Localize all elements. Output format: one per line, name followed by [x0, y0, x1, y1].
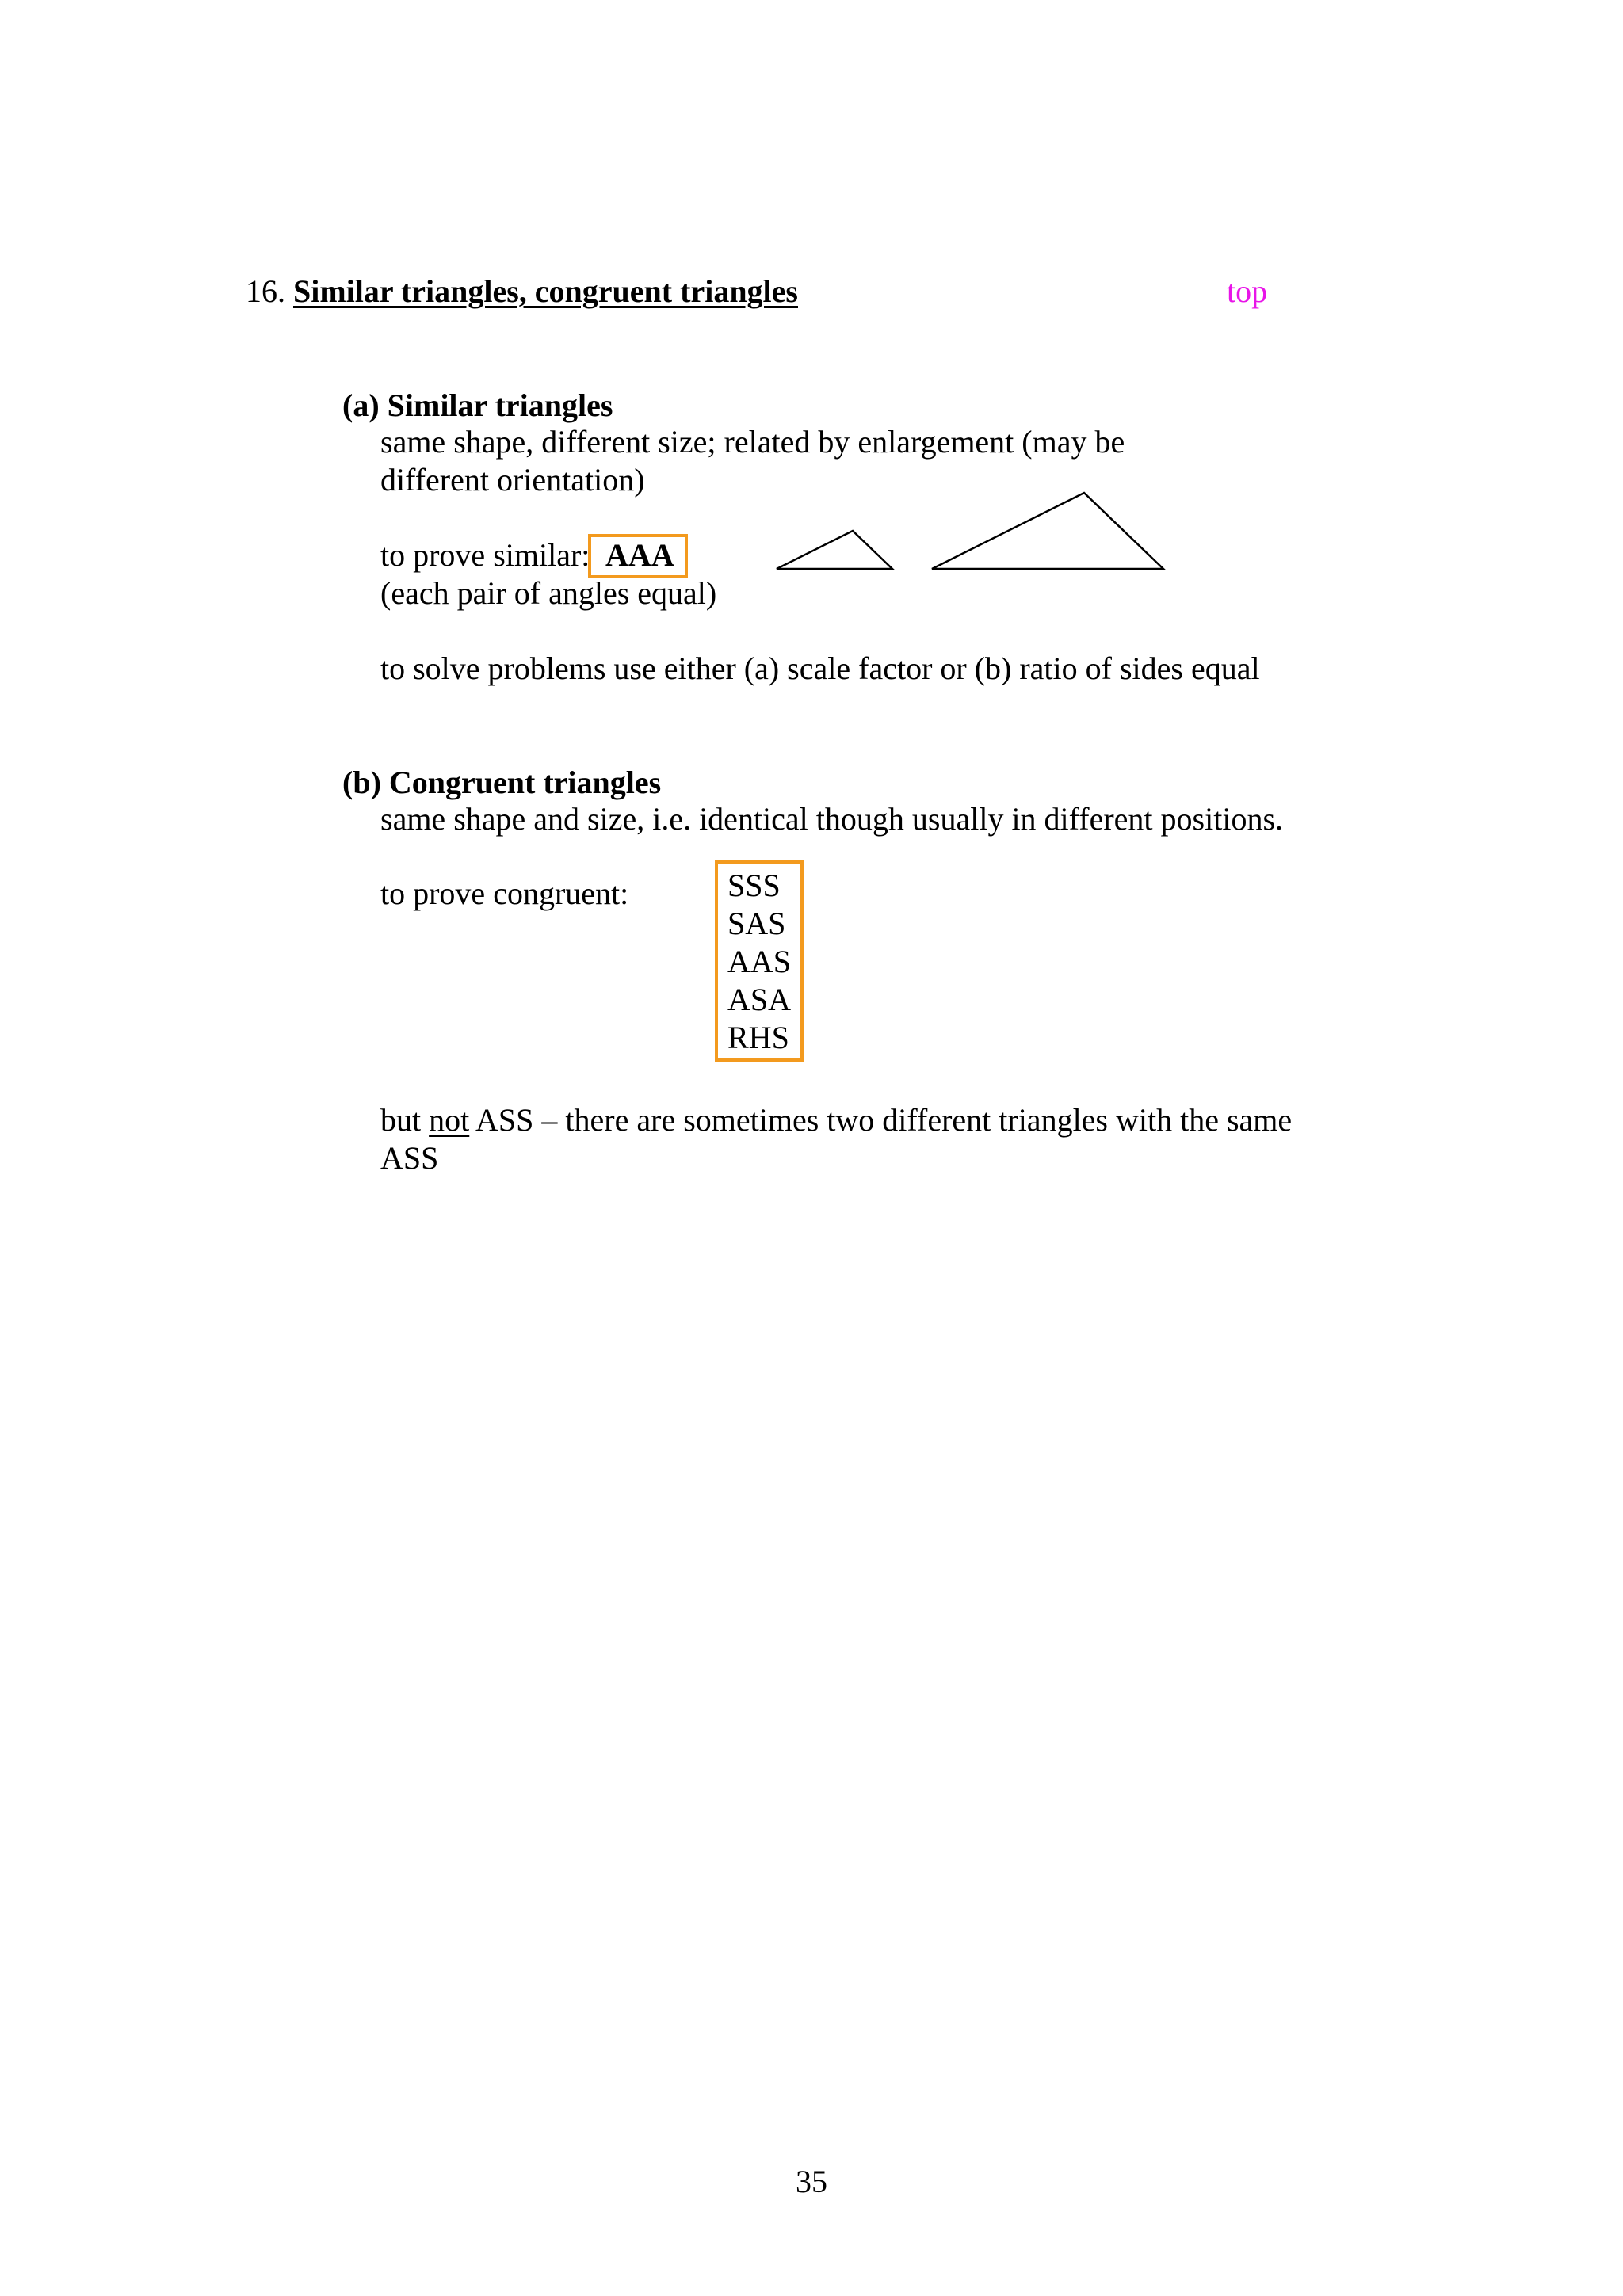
congruent-note-line1 [380, 1101, 1292, 1139]
page-number: 35 [796, 2164, 827, 2199]
similar-triangles-illustration [761, 475, 1173, 578]
similar-solve-text: to solve problems use either (a) scale factor or (b) ratio of sides equal [380, 650, 1260, 686]
section-number: 16. [246, 273, 285, 309]
congruent-heading: (b) Congruent triangles [342, 765, 662, 800]
similar-description-line1: same shape, different size; related by enlargement (may be [380, 424, 1125, 460]
similar-prove-value: AAA [605, 537, 674, 573]
section-title: Similar triangles, congruent triangles [293, 273, 798, 309]
large-triangle [932, 493, 1163, 569]
criterion-sss: SSS [727, 868, 781, 903]
note-prefix: but [380, 1102, 422, 1138]
criterion-sas: SAS [727, 906, 786, 941]
criterion-asa: ASA [727, 982, 792, 1017]
small-triangle [777, 531, 892, 569]
top-link[interactable]: top [1227, 273, 1268, 309]
similar-description-line2: different orientation) [380, 462, 645, 498]
congruent-note-line2: ASS [380, 1140, 439, 1176]
congruent-prove-label: to prove congruent: [380, 875, 629, 911]
similar-heading: (a) Similar triangles [342, 387, 613, 423]
note-rest: ASS – there are sometimes two different triangles with the same [475, 1102, 1293, 1138]
criterion-rhs: RHS [727, 1020, 789, 1055]
similar-prove-note: (each pair of angles equal) [380, 575, 717, 611]
congruence-criteria-list [727, 867, 791, 1057]
criterion-aas: AAS [727, 944, 792, 979]
congruent-description: same shape and size, i.e. identical though usually in different positions. [380, 801, 1284, 837]
similar-prove-label: to prove similar: [380, 537, 590, 573]
note-not: not [429, 1102, 470, 1138]
section-heading [246, 273, 798, 311]
